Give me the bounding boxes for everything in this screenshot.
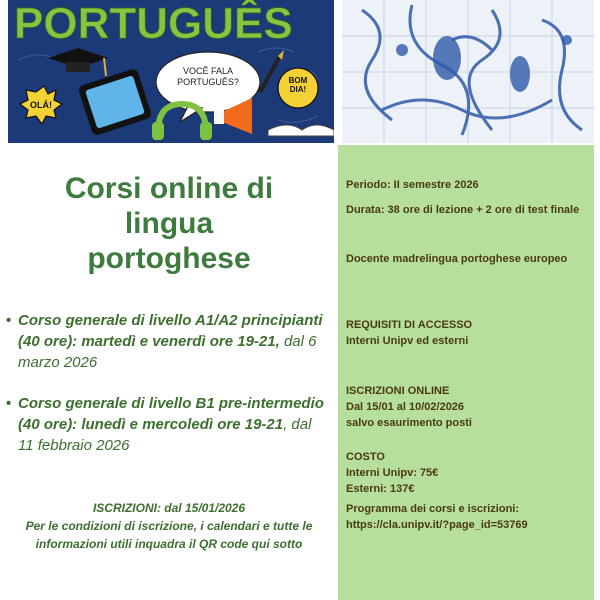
azulejo-illustration bbox=[342, 0, 594, 143]
online-registration-note: salvo esaurimento posti bbox=[346, 417, 472, 429]
course-item-b1 bbox=[18, 393, 328, 456]
period: Periodo: II semestre 2026 bbox=[346, 179, 479, 191]
registration-footer bbox=[0, 499, 338, 553]
azulejo-tiles-image bbox=[342, 0, 594, 143]
cost-external: Esterni: 137€ bbox=[346, 483, 415, 495]
cost-internal: Interni Unipv: 75€ bbox=[346, 467, 439, 479]
portugues-word bbox=[14, 0, 293, 48]
access-requirements-title: REQUISITI DI ACCESSO bbox=[346, 319, 473, 331]
ola-sticker bbox=[20, 86, 62, 124]
access-requirements bbox=[346, 317, 590, 349]
course-item-a1a2 bbox=[18, 310, 328, 373]
portugues-banner-image bbox=[8, 0, 334, 143]
access-requirements-text: Interni Unipv ed esterni bbox=[346, 335, 469, 347]
online-registration bbox=[346, 383, 590, 431]
cost bbox=[346, 449, 590, 497]
title-line-1: Corsi online di bbox=[64, 172, 274, 205]
title-line-2: lingua bbox=[124, 207, 214, 240]
cost-title: COSTO bbox=[346, 451, 385, 463]
svg-text:PORTUGUÊS: PORTUGUÊS bbox=[14, 0, 293, 48]
course-description-panel bbox=[0, 145, 338, 600]
course-a1a2-date: dal 6 marzo 2026 bbox=[18, 333, 317, 371]
program-link[interactable]: https://cla.unipv.it/?page_id=53769 bbox=[346, 519, 528, 531]
speech-bubble-text: VOCÊ FALA PORTUGUÊS? bbox=[177, 66, 239, 87]
online-registration-title: ISCRIZIONI ONLINE bbox=[346, 385, 450, 397]
course-a1a2-main: Corso generale di livello A1/A2 principianti (40 ore): martedì e venerdì ore 19-21, bbox=[18, 312, 323, 350]
portugues-illustration bbox=[8, 0, 334, 143]
bom-dia-text: BOM DIA! bbox=[288, 76, 308, 94]
course-list bbox=[18, 310, 328, 476]
duration: Durata: 38 ore di lezione + 2 ore di test finale bbox=[346, 204, 580, 216]
online-registration-dates: Dal 15/01 al 10/02/2026 bbox=[346, 401, 465, 413]
page-title bbox=[0, 171, 338, 276]
program-label: Programma dei corsi e iscrizioni: bbox=[346, 503, 520, 515]
svg-text:OLÁ!: OLÁ! bbox=[30, 100, 52, 110]
registration-date: ISCRIZIONI: dal 15/01/2026 bbox=[92, 501, 246, 515]
course-b1-main: Corso generale di livello B1 pre-intermedio (40 ore): lunedì e mercoledì ore 19-21 bbox=[18, 395, 324, 433]
program-info bbox=[346, 501, 590, 533]
bom-dia-sticker bbox=[278, 68, 318, 108]
course-b1-date: , dal 11 febbraio 2026 bbox=[18, 416, 312, 454]
teacher: Docente madrelingua portoghese europeo bbox=[346, 253, 568, 265]
registration-conditions: Per le condizioni di iscrizione, i calendari e tutte le informazioni utili inquadra il QR code qui sotto bbox=[25, 519, 313, 551]
title-line-3: portoghese bbox=[87, 242, 251, 275]
course-info-panel bbox=[338, 145, 594, 600]
